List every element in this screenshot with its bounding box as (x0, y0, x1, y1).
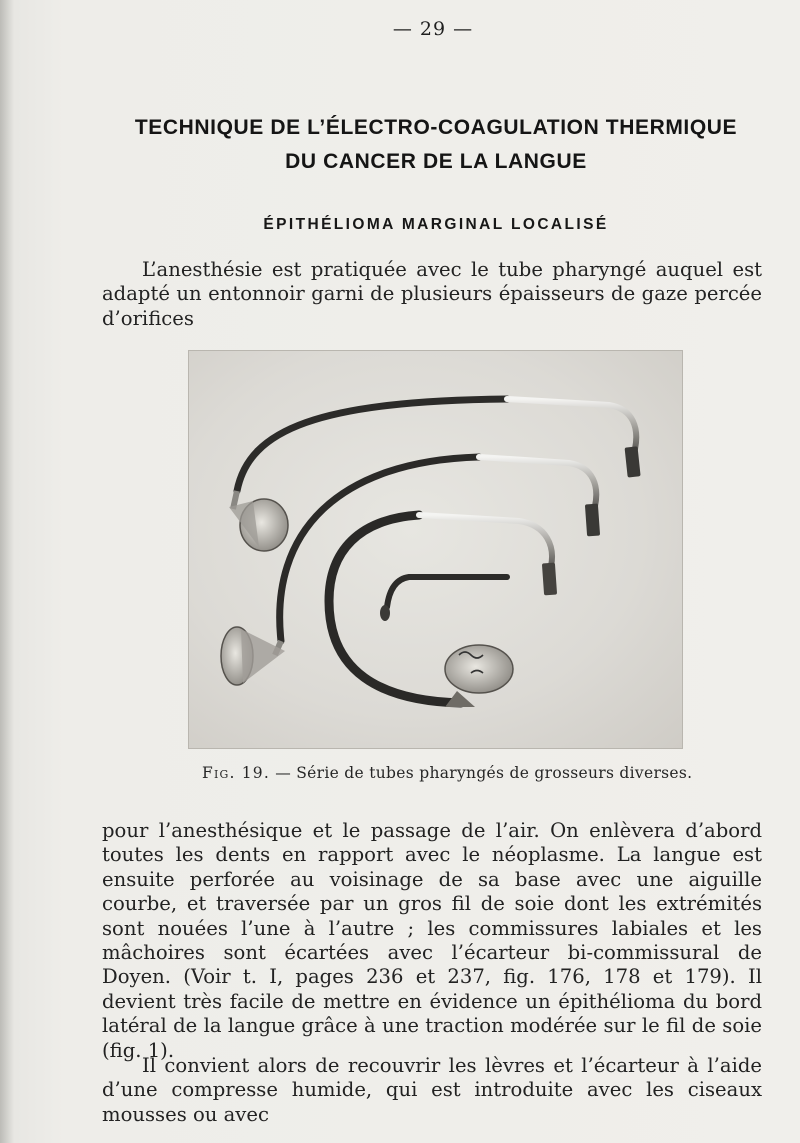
title-line-1: TECHNIQUE DE L’ÉLECTRO-COAGULATION THERMIQUE (134, 116, 738, 139)
paragraph-continued: Il convient alors de recouvrir les lèvres et l’écarteur à l’aide d’une compresse humide, qui est introduite avec les ciseaux mousses ou avec (102, 1054, 762, 1126)
pharyngeal-tubes-illustration (189, 351, 682, 748)
figure-caption-text: — Série de tubes pharyngés de grosseurs diverses. (270, 764, 693, 782)
figure-label: Fig. 19. (202, 764, 270, 782)
paragraph-intro: L’anesthésie est pratiquée avec le tube pharyngé auquel est adapté un entonnoir garni de plusieurs épaisseurs de gaze percée d’orifices (102, 258, 762, 330)
title-line-2: DU CANCER DE LA LANGUE (285, 150, 587, 173)
tube-4 (380, 577, 507, 621)
tube-3 (329, 515, 557, 707)
page-number: — 29 — (392, 18, 474, 40)
paragraph-body: pour l’anesthésique et le passage de l’air. On enlèvera d’abord toutes les dents en rapport avec le néoplasme. La langue est ensuite perforée au voisinage de sa base avec une aiguille courbe, et traversée par un gros fil de soie dont les extrémités sont nouées l’une à l’autre ; les commissures labiales et les mâchoires sont écartées avec l’écarteur bi-commissural de Doyen. (Voir t. I, pages 236 et 237, fig. 176, 178 et 179). Il devient très facile de mettre en évidence un épithélioma du bord latéral de la langue grâce à une traction modérée sur le fil de soie (fig. 1). (102, 819, 762, 1062)
section-subtitle: ÉPITHÉLIOMA MARGINAL LOCALISÉ (263, 216, 609, 233)
figure-caption (202, 764, 692, 782)
figure-photo (188, 350, 683, 749)
tube-1 (229, 399, 641, 551)
